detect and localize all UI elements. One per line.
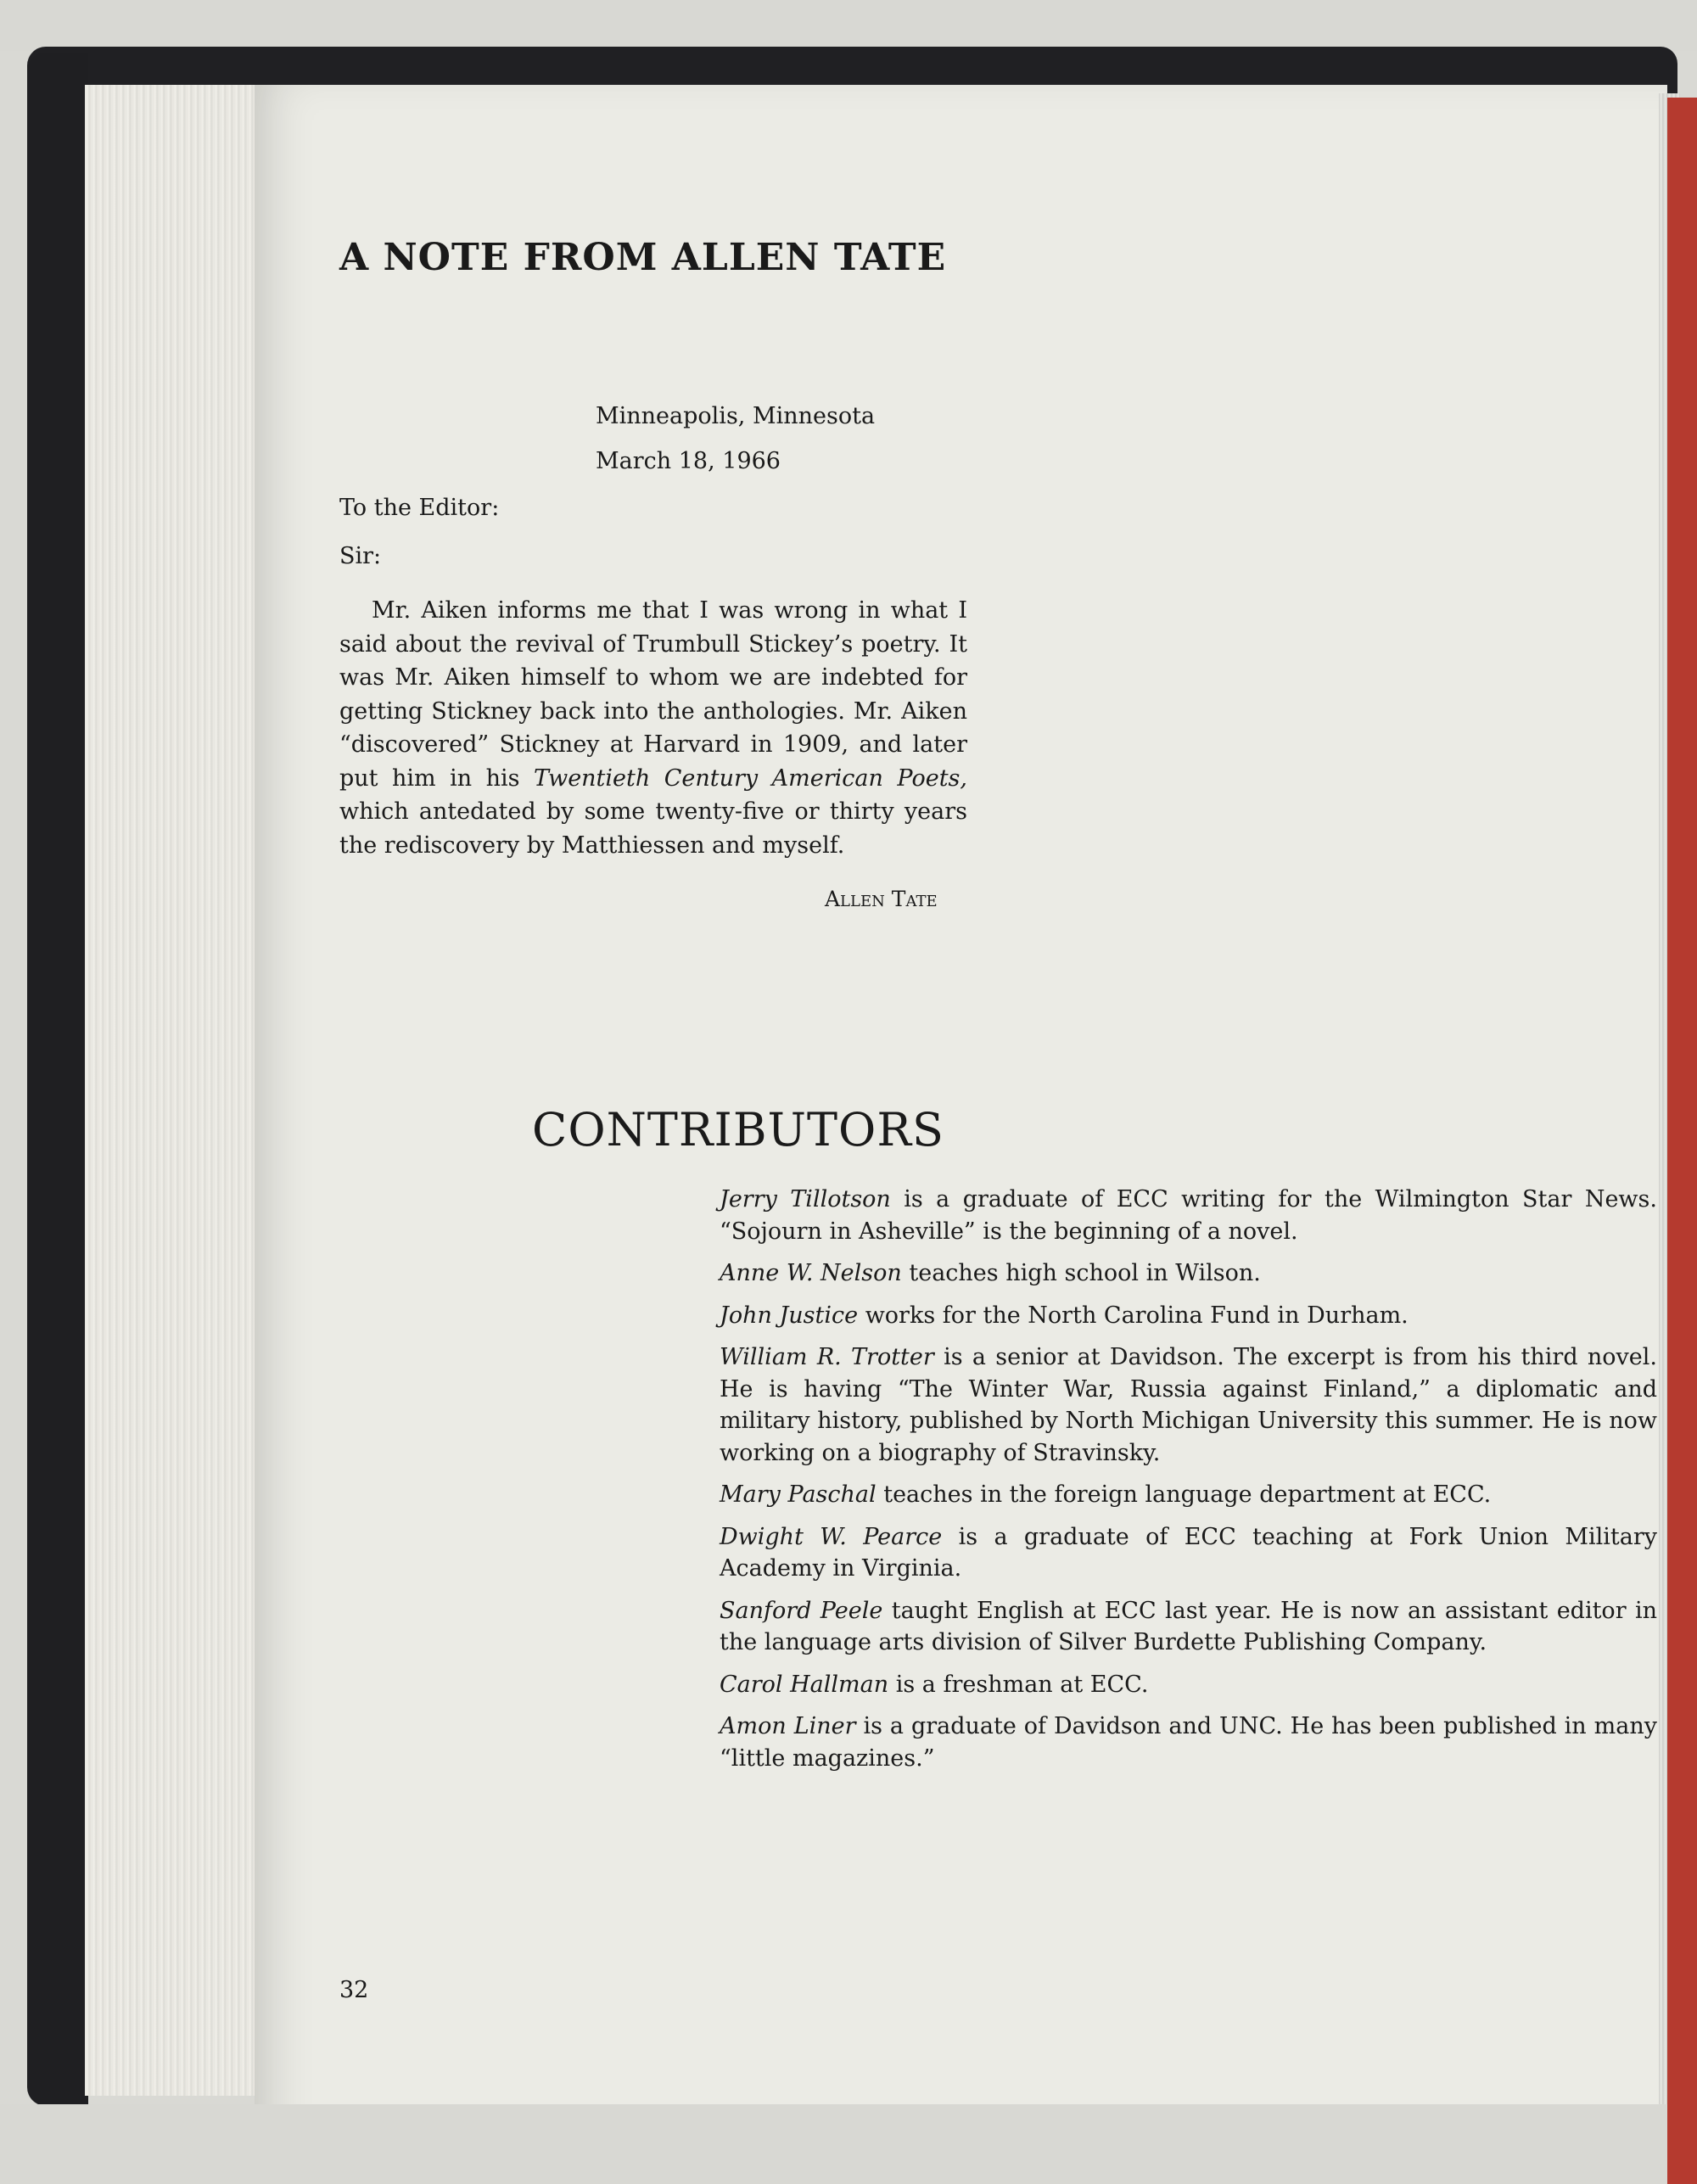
contributor-name: Mary Paschal — [720, 1481, 877, 1508]
contributor-name: Sanford Peele — [720, 1597, 883, 1624]
contributor-entry — [720, 1300, 1657, 1332]
contributor-entry — [720, 1341, 1657, 1469]
contributor-entry — [720, 1711, 1657, 1774]
contributor-name: John Justice — [720, 1302, 859, 1329]
letter-greeting: Sir: — [339, 543, 382, 569]
note-title: A NOTE FROM ALLEN TATE — [339, 236, 947, 279]
contributor-bio: is a freshman at ECC. — [888, 1671, 1149, 1698]
contributor-entry — [720, 1521, 1657, 1585]
letter-salutation: To the Editor: — [339, 495, 500, 521]
contributor-name: Carol Hallman — [720, 1671, 889, 1698]
contributor-name: Jerry Tillotson — [720, 1186, 891, 1212]
contributor-entry — [720, 1595, 1657, 1659]
contributor-bio: is a graduate of ECC teaching at Fork Union Military Academy in Virginia. — [720, 1523, 1658, 1582]
contributor-bio: is a graduate of Davidson and UNC. He has been published in many “little magazines.” — [720, 1713, 1657, 1772]
contributors-title: CONTRIBUTORS — [532, 1103, 944, 1156]
letter-date: March 18, 1966 — [596, 448, 781, 474]
contributor-entry — [720, 1669, 1657, 1701]
contributor-bio: is a graduate of ECC writing for the Wilmington Star News. “Sojourn in Asheville” is the beginning of a novel. — [720, 1186, 1657, 1245]
contributor-bio: works for the North Carolina Fund in Durham. — [858, 1302, 1409, 1329]
letter-signature: Allen Tate — [825, 887, 938, 911]
contributor-entry — [720, 1184, 1657, 1247]
contributor-bio: taught English at ECC last year. He is now an assistant editor in the language arts division of Silver Burdette Publishing Company. — [720, 1597, 1658, 1655]
contributor-name: William R. Trotter — [720, 1344, 934, 1370]
contributor-entry — [720, 1257, 1657, 1290]
page-number: 32 — [339, 1977, 369, 2003]
letter-body-part: Mr. Aiken informs me that I was wrong in what I said about the revival of Trumbull Stickey’s poetry. It was Mr. Aiken himself to whom we are indebted for getting Stickney back into the anthologies. Mr. Aiken “discovered” Stickney at Harvard in 1909, and later put him in his — [339, 597, 967, 792]
letter-body-part: which antedated by some twenty-five or thirty years the rediscovery by Matthiessen and myself. — [339, 798, 967, 859]
contributor-bio: teaches high school in Wilson. — [901, 1260, 1261, 1286]
contributor-entry — [720, 1479, 1657, 1511]
contributor-name: Amon Liner — [720, 1713, 856, 1739]
contributor-bio: is a senior at Davidson. The excerpt is from his third novel. He is having “The Winter War, Russia against Finland,” a diplomatic and military history, published by North Michigan University this summer. He is now working on a biography of Stravinsky. — [720, 1344, 1657, 1466]
letter-place: Minneapolis, Minnesota — [596, 403, 876, 429]
book-title: Twentieth Century American Poets, — [534, 764, 967, 792]
contributors-list — [720, 1184, 1657, 1784]
contributor-name: Dwight W. Pearce — [720, 1523, 943, 1550]
contributor-bio: teaches in the foreign language department at ECC. — [876, 1481, 1492, 1508]
letter-body — [339, 594, 967, 862]
contributor-name: Anne W. Nelson — [720, 1260, 902, 1286]
